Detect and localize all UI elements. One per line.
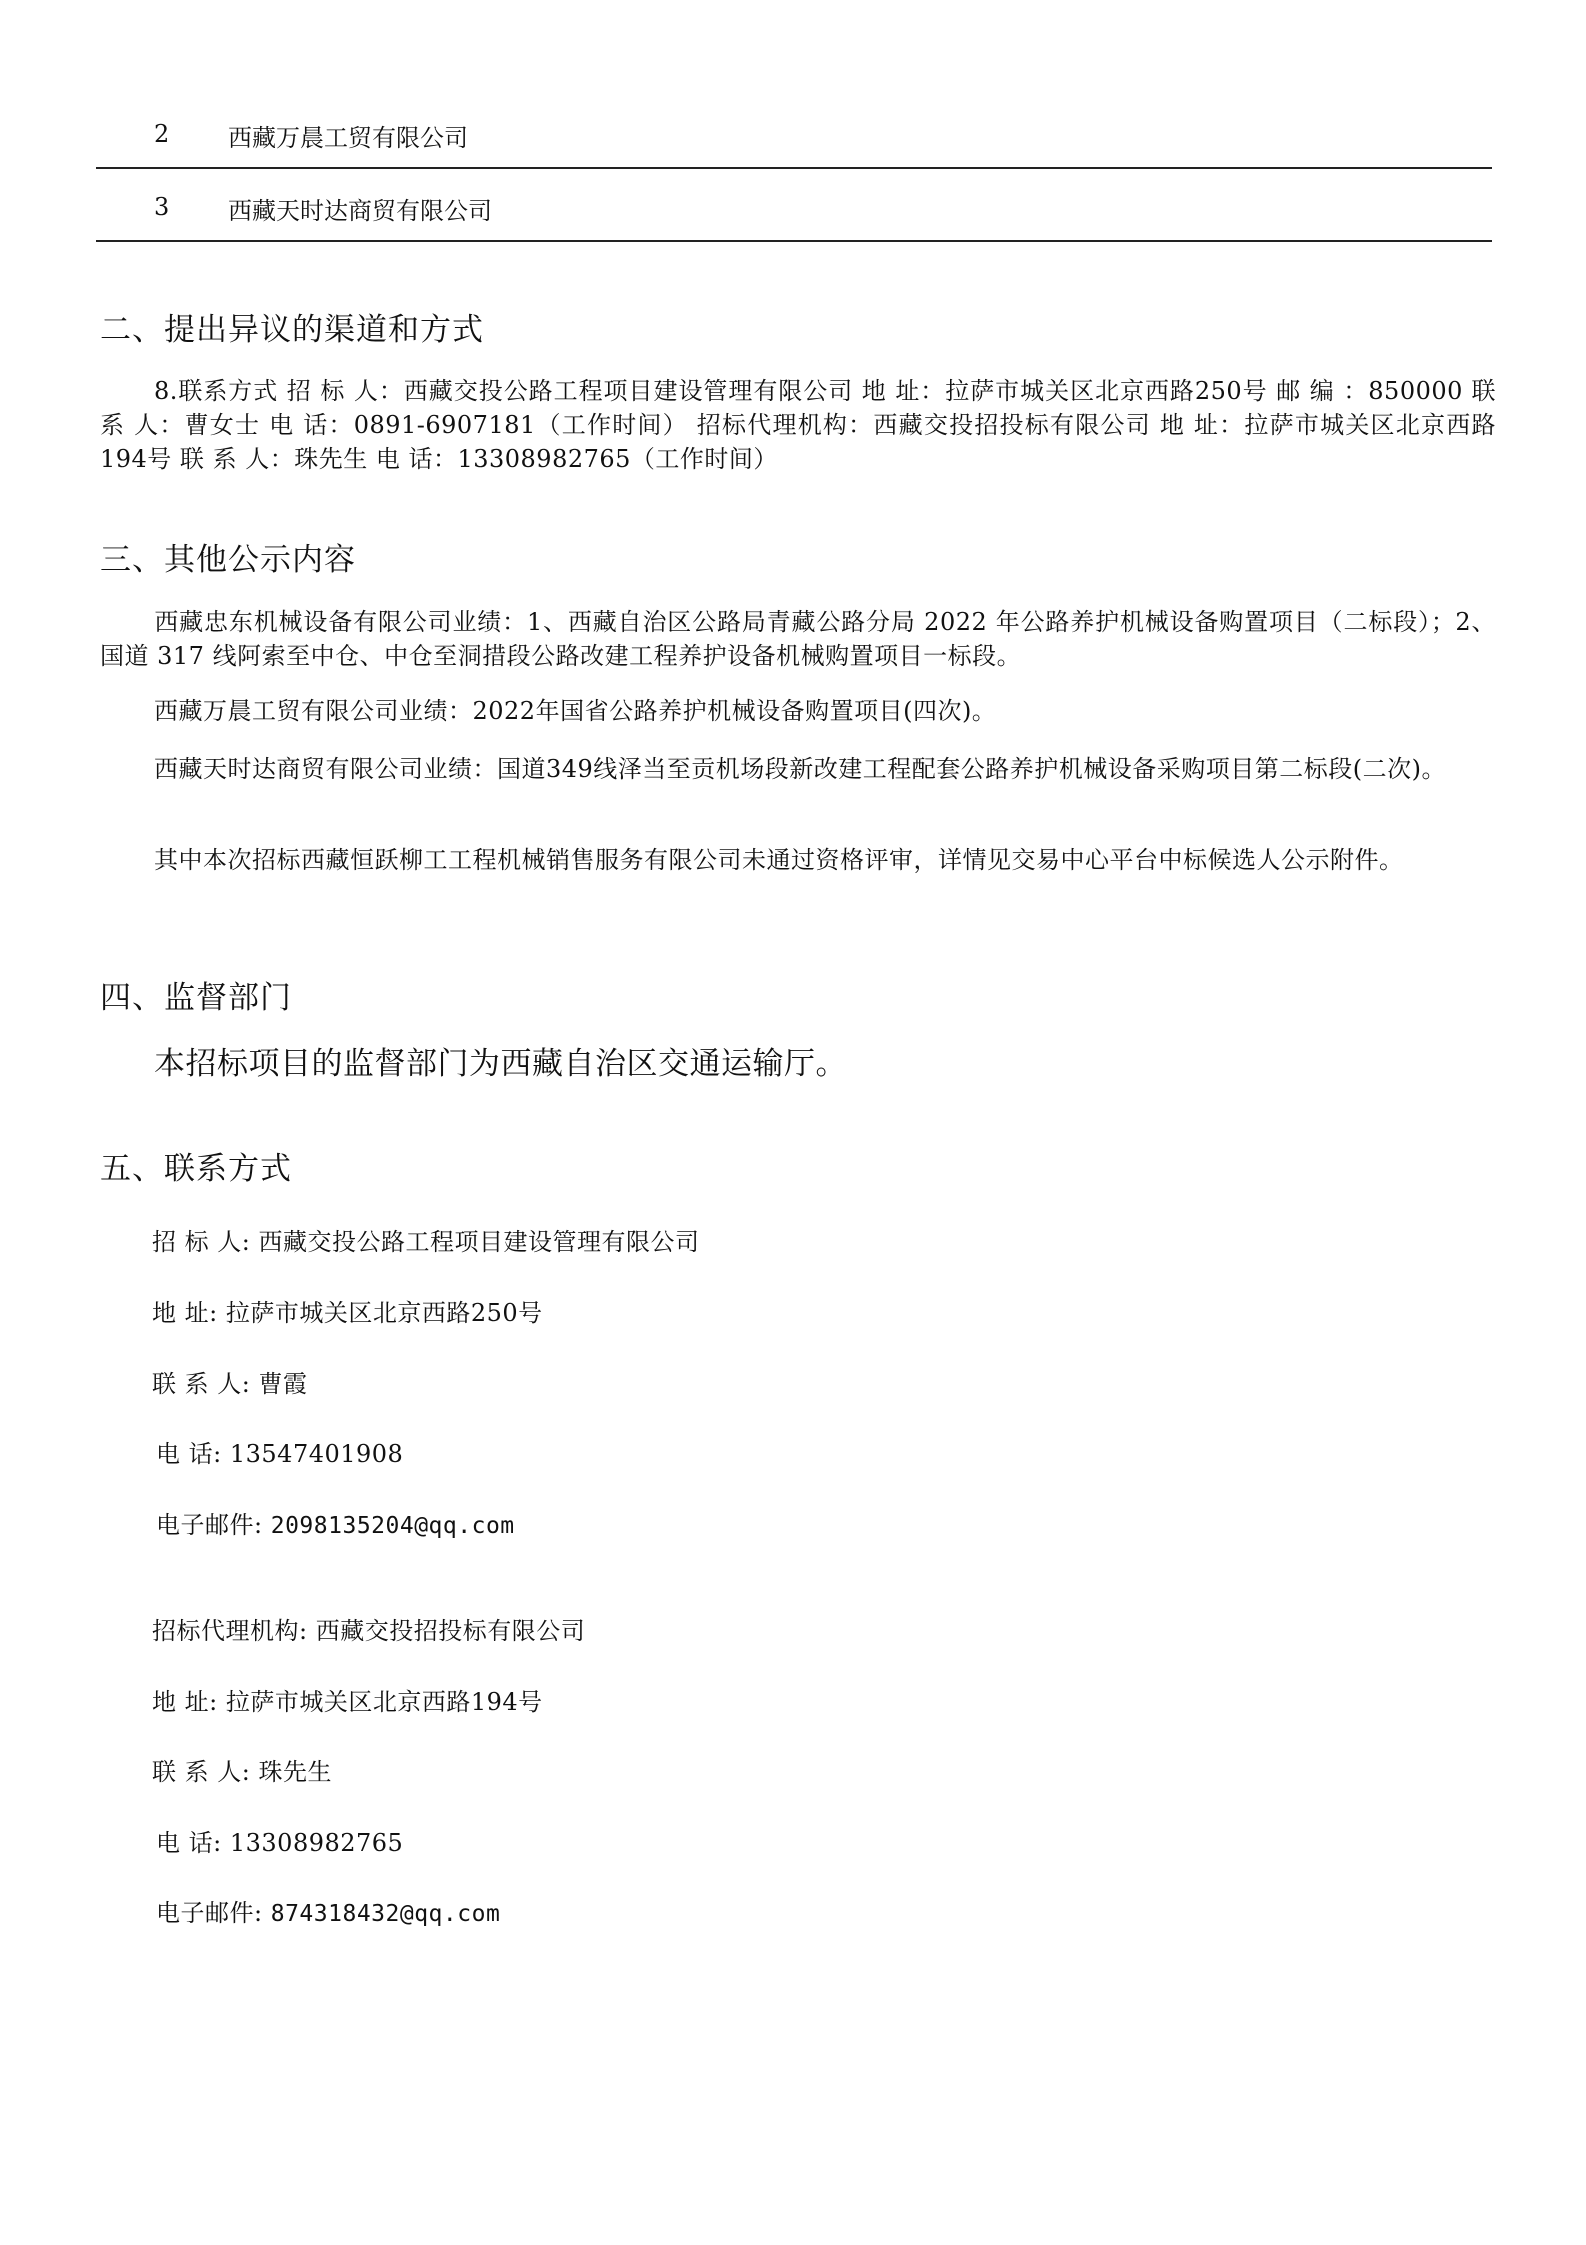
row-number: 3 — [154, 193, 170, 221]
performance-paragraph-1 — [100, 605, 1496, 673]
company-name: 西藏万晨工贸有限公司 — [228, 124, 468, 152]
performance-paragraph-3 — [100, 752, 1496, 786]
tenderer-email: 2098135204@qq.com — [270, 1513, 515, 1539]
company-name: 西藏天时达商贸有限公司 — [228, 197, 492, 225]
objection-contact-text: 8.联系方式 招 标 人：西藏交投公路工程项目建设管理有限公司 地 址：拉萨市城关区北京西路250号 邮 编 ：850000 联 系 人：曹女士 电 话：0891-6907181（工作时间） 招标代理机构：西藏交投招投标有限公司 地 址：拉萨市城关区北京西路194号 联 系 人：珠先生 电 话：13308982765（工作时间） — [100, 377, 1496, 473]
performance-paragraph-2 — [100, 694, 1496, 728]
performance-text-2: 西藏万晨工贸有限公司业绩：2022年国省公路养护机械设备购置项目(四次)。 — [154, 697, 997, 725]
table-row — [96, 96, 1492, 169]
candidate-table — [96, 96, 1492, 242]
tenderer-contact-line: 联 系 人: 曹霞 — [152, 1370, 308, 1398]
agency-address-line: 地 址: 拉萨市城关区北京西路194号 — [152, 1688, 543, 1716]
tenderer-phone-line: 电 话: 13547401908 — [156, 1440, 404, 1468]
performance-text-1: 西藏忠东机械设备有限公司业绩：1、西藏自治区公路局青藏公路分局 2022 年公路养护机械设备购置项目（二标段）；2、国道 317 线阿索至中仓、中仓至洞措段公路改建工程养护设备机械购置项目一标段。 — [100, 608, 1496, 670]
qualification-note-paragraph — [100, 843, 1496, 877]
agency-phone-line: 电 话: 13308982765 — [156, 1829, 404, 1857]
section-heading-other: 三、其他公示内容 — [100, 542, 356, 578]
tenderer-line: 招 标 人: 西藏交投公路工程项目建设管理有限公司 — [152, 1228, 700, 1256]
agency-line: 招标代理机构: 西藏交投招投标有限公司 — [152, 1617, 586, 1645]
objection-contact-paragraph — [100, 374, 1496, 476]
agency-email-line: 电子邮件: 874318432@qq.com — [156, 1899, 501, 1927]
agency-email: 874318432@qq.com — [270, 1901, 501, 1927]
tenderer-email-line: 电子邮件: 2098135204@qq.com — [156, 1511, 515, 1539]
tenderer-address-line: 地 址: 拉萨市城关区北京西路250号 — [152, 1299, 543, 1327]
qualification-note-text: 其中本次招标西藏恒跃柳工工程机械销售服务有限公司未通过资格评审，详情见交易中心平台中标候选人公示附件。 — [154, 846, 1404, 874]
row-number: 2 — [154, 120, 170, 148]
performance-text-3: 西藏天时达商贸有限公司业绩：国道349线泽当至贡机场段新改建工程配套公路养护机械设备采购项目第二标段(二次)。 — [154, 755, 1447, 783]
section-heading-contact: 五、联系方式 — [100, 1151, 292, 1187]
agency-contact-line: 联 系 人: 珠先生 — [152, 1758, 332, 1786]
table-row — [96, 169, 1492, 242]
supervision-text: 本招标项目的监督部门为西藏自治区交通运输厅。 — [154, 1046, 847, 1082]
section-heading-objection: 二、提出异议的渠道和方式 — [100, 312, 484, 348]
supervision-paragraph — [100, 1044, 1496, 1084]
section-heading-supervision: 四、监督部门 — [100, 980, 292, 1016]
